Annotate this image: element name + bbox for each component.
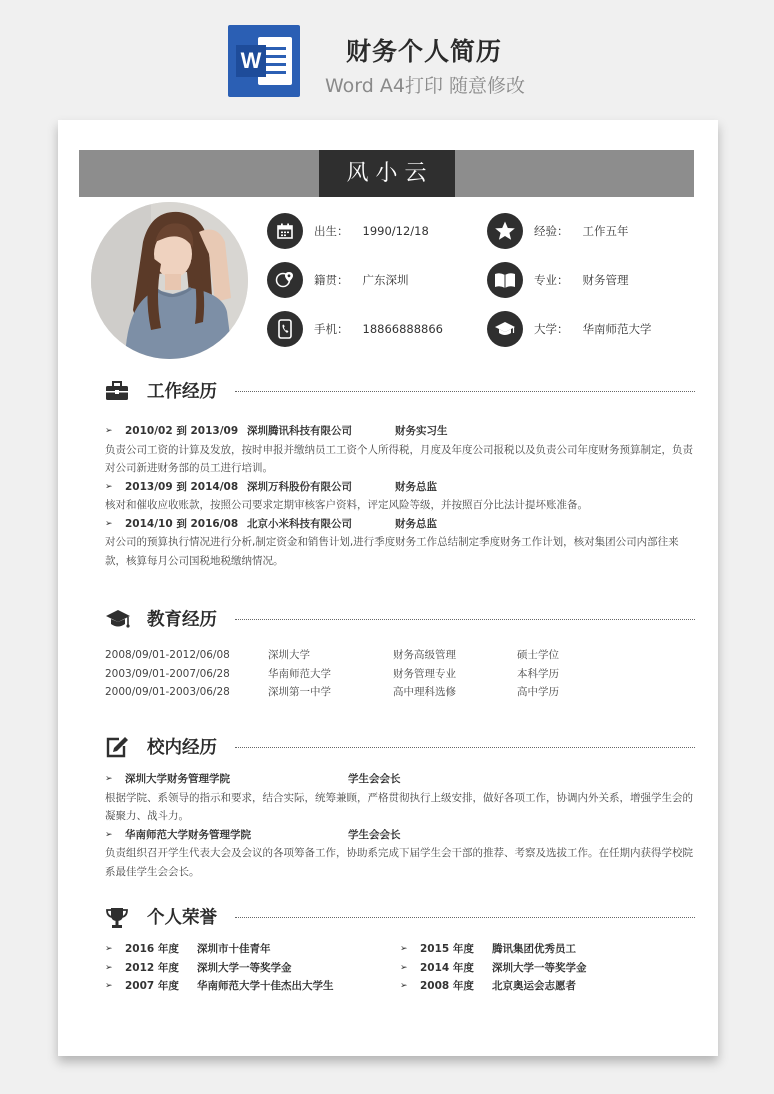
work-section-title: 工作经历 bbox=[147, 378, 221, 403]
name-bar bbox=[79, 150, 694, 197]
section-divider bbox=[235, 619, 695, 620]
info-phone: 手机： 18866888866 bbox=[267, 311, 443, 347]
education-row: 2008/09/01-2012/06/08 深圳大学 财务高级管理 硕士学位 bbox=[105, 649, 559, 661]
graduation-cap-icon bbox=[105, 608, 129, 630]
banner-subtitle: Word A4打印 随意修改 bbox=[325, 75, 526, 97]
work-entry-desc: 核对和催收应收账款，按照公司要求定期审核客户资料，评定风险等级，并按照百分比法计提坏账准备。 bbox=[105, 499, 588, 511]
word-document-icon: W bbox=[228, 25, 300, 97]
education-section-title: 教育经历 bbox=[147, 606, 221, 631]
avatar bbox=[91, 202, 248, 359]
graduation-cap-icon bbox=[487, 311, 523, 347]
info-hometown: 籍贯： 广东深圳 bbox=[267, 262, 409, 298]
book-icon bbox=[487, 262, 523, 298]
calendar-icon bbox=[267, 213, 303, 249]
campus-entry-desc: 负责组织召开学生代表大会及会议的各项筹备工作，协助系完成下届学生会干部的推荐、考察及选拔工作。在任期内获得学校院系最佳学生会会长。 bbox=[105, 847, 693, 878]
campus-entry-header: ➢ 深圳大学财务管理学院 学生会会长 bbox=[105, 773, 401, 785]
section-divider bbox=[235, 391, 695, 392]
work-entry-header: ➢ 2014/10 到 2016/08 北京小米科技有限公司 财务总监 bbox=[105, 517, 437, 530]
section-divider bbox=[235, 917, 695, 918]
campus-section-title: 校内经历 bbox=[147, 734, 221, 759]
phone-icon bbox=[267, 311, 303, 347]
work-section-header bbox=[105, 378, 695, 404]
star-icon bbox=[487, 213, 523, 249]
info-university: 大学： 华南师范大学 bbox=[487, 311, 652, 347]
honors-section-title: 个人荣誉 bbox=[147, 904, 221, 929]
person-name: 风小云 bbox=[319, 150, 455, 197]
location-icon bbox=[267, 262, 303, 298]
info-major: 专业： 财务管理 bbox=[487, 262, 629, 298]
edit-icon bbox=[105, 736, 129, 758]
header-banner bbox=[0, 0, 774, 112]
section-divider bbox=[235, 747, 695, 748]
work-entry-desc: 负责公司工资的计算及发放，按时申报并缴纳员工工资个人所得税，月度及年度公司报税以及负责公司年度财务预算制定，负责对公司新进财务部的员工进行培训。 bbox=[105, 443, 693, 474]
honor-item: ➢ 2016 年度 深圳市十佳青年 bbox=[105, 943, 271, 955]
education-table bbox=[105, 646, 559, 702]
work-entry-desc: 对公司的预算执行情况进行分析,制定资金和销售计划,进行季度财务工作总结制定季度财务工作计划，核对集团公司内部往来款，核算每月公司国税地税缴纳情况。 bbox=[105, 536, 679, 567]
honor-item: ➢ 2008 年度 北京奥运会志愿者 bbox=[400, 980, 576, 992]
campus-entry-desc: 根据学院、系领导的指示和要求，结合实际，统筹兼顾，严格贯彻执行上级安排，做好各项工作，协调内外关系，增强学生会的凝聚力、战斗力。 bbox=[105, 791, 693, 822]
honor-item: ➢ 2007 年度 华南师范大学十佳杰出大学生 bbox=[105, 980, 334, 992]
honor-item: ➢ 2012 年度 深圳大学一等奖学金 bbox=[105, 961, 292, 974]
trophy-icon bbox=[105, 906, 129, 928]
banner-title: 财务个人简历 bbox=[346, 37, 503, 66]
info-experience: 经验： 工作五年 bbox=[487, 213, 629, 249]
campus-entry-header: ➢ 华南师范大学财务管理学院 学生会会长 bbox=[105, 828, 401, 841]
education-row: 2000/09/01-2003/06/28 深圳第一中学 高中理科选修 高中学历 bbox=[105, 686, 559, 698]
honor-item: ➢ 2015 年度 腾讯集团优秀员工 bbox=[400, 943, 576, 955]
campus-experience-list bbox=[105, 770, 695, 881]
education-row: 2003/09/01-2007/06/28 华南师范大学 财务管理专业 本科学历 bbox=[105, 667, 559, 680]
work-entry-header: ➢ 2010/02 到 2013/09 深圳腾讯科技有限公司 财务实习生 bbox=[105, 425, 448, 437]
campus-section-header bbox=[105, 734, 695, 760]
education-section-header bbox=[105, 606, 695, 632]
resume-page bbox=[58, 120, 718, 1056]
work-entry-header: ➢ 2013/09 到 2014/08 深圳万科股份有限公司 财务总监 bbox=[105, 480, 437, 493]
info-birth: 出生： 1990/12/18 bbox=[267, 213, 429, 249]
honors-section-header bbox=[105, 904, 695, 930]
honors-list-right bbox=[400, 940, 587, 996]
honor-item: ➢ 2014 年度 深圳大学一等奖学金 bbox=[400, 961, 587, 974]
briefcase-icon bbox=[105, 380, 129, 402]
work-experience-list bbox=[105, 422, 695, 570]
honors-list-left bbox=[105, 940, 334, 996]
